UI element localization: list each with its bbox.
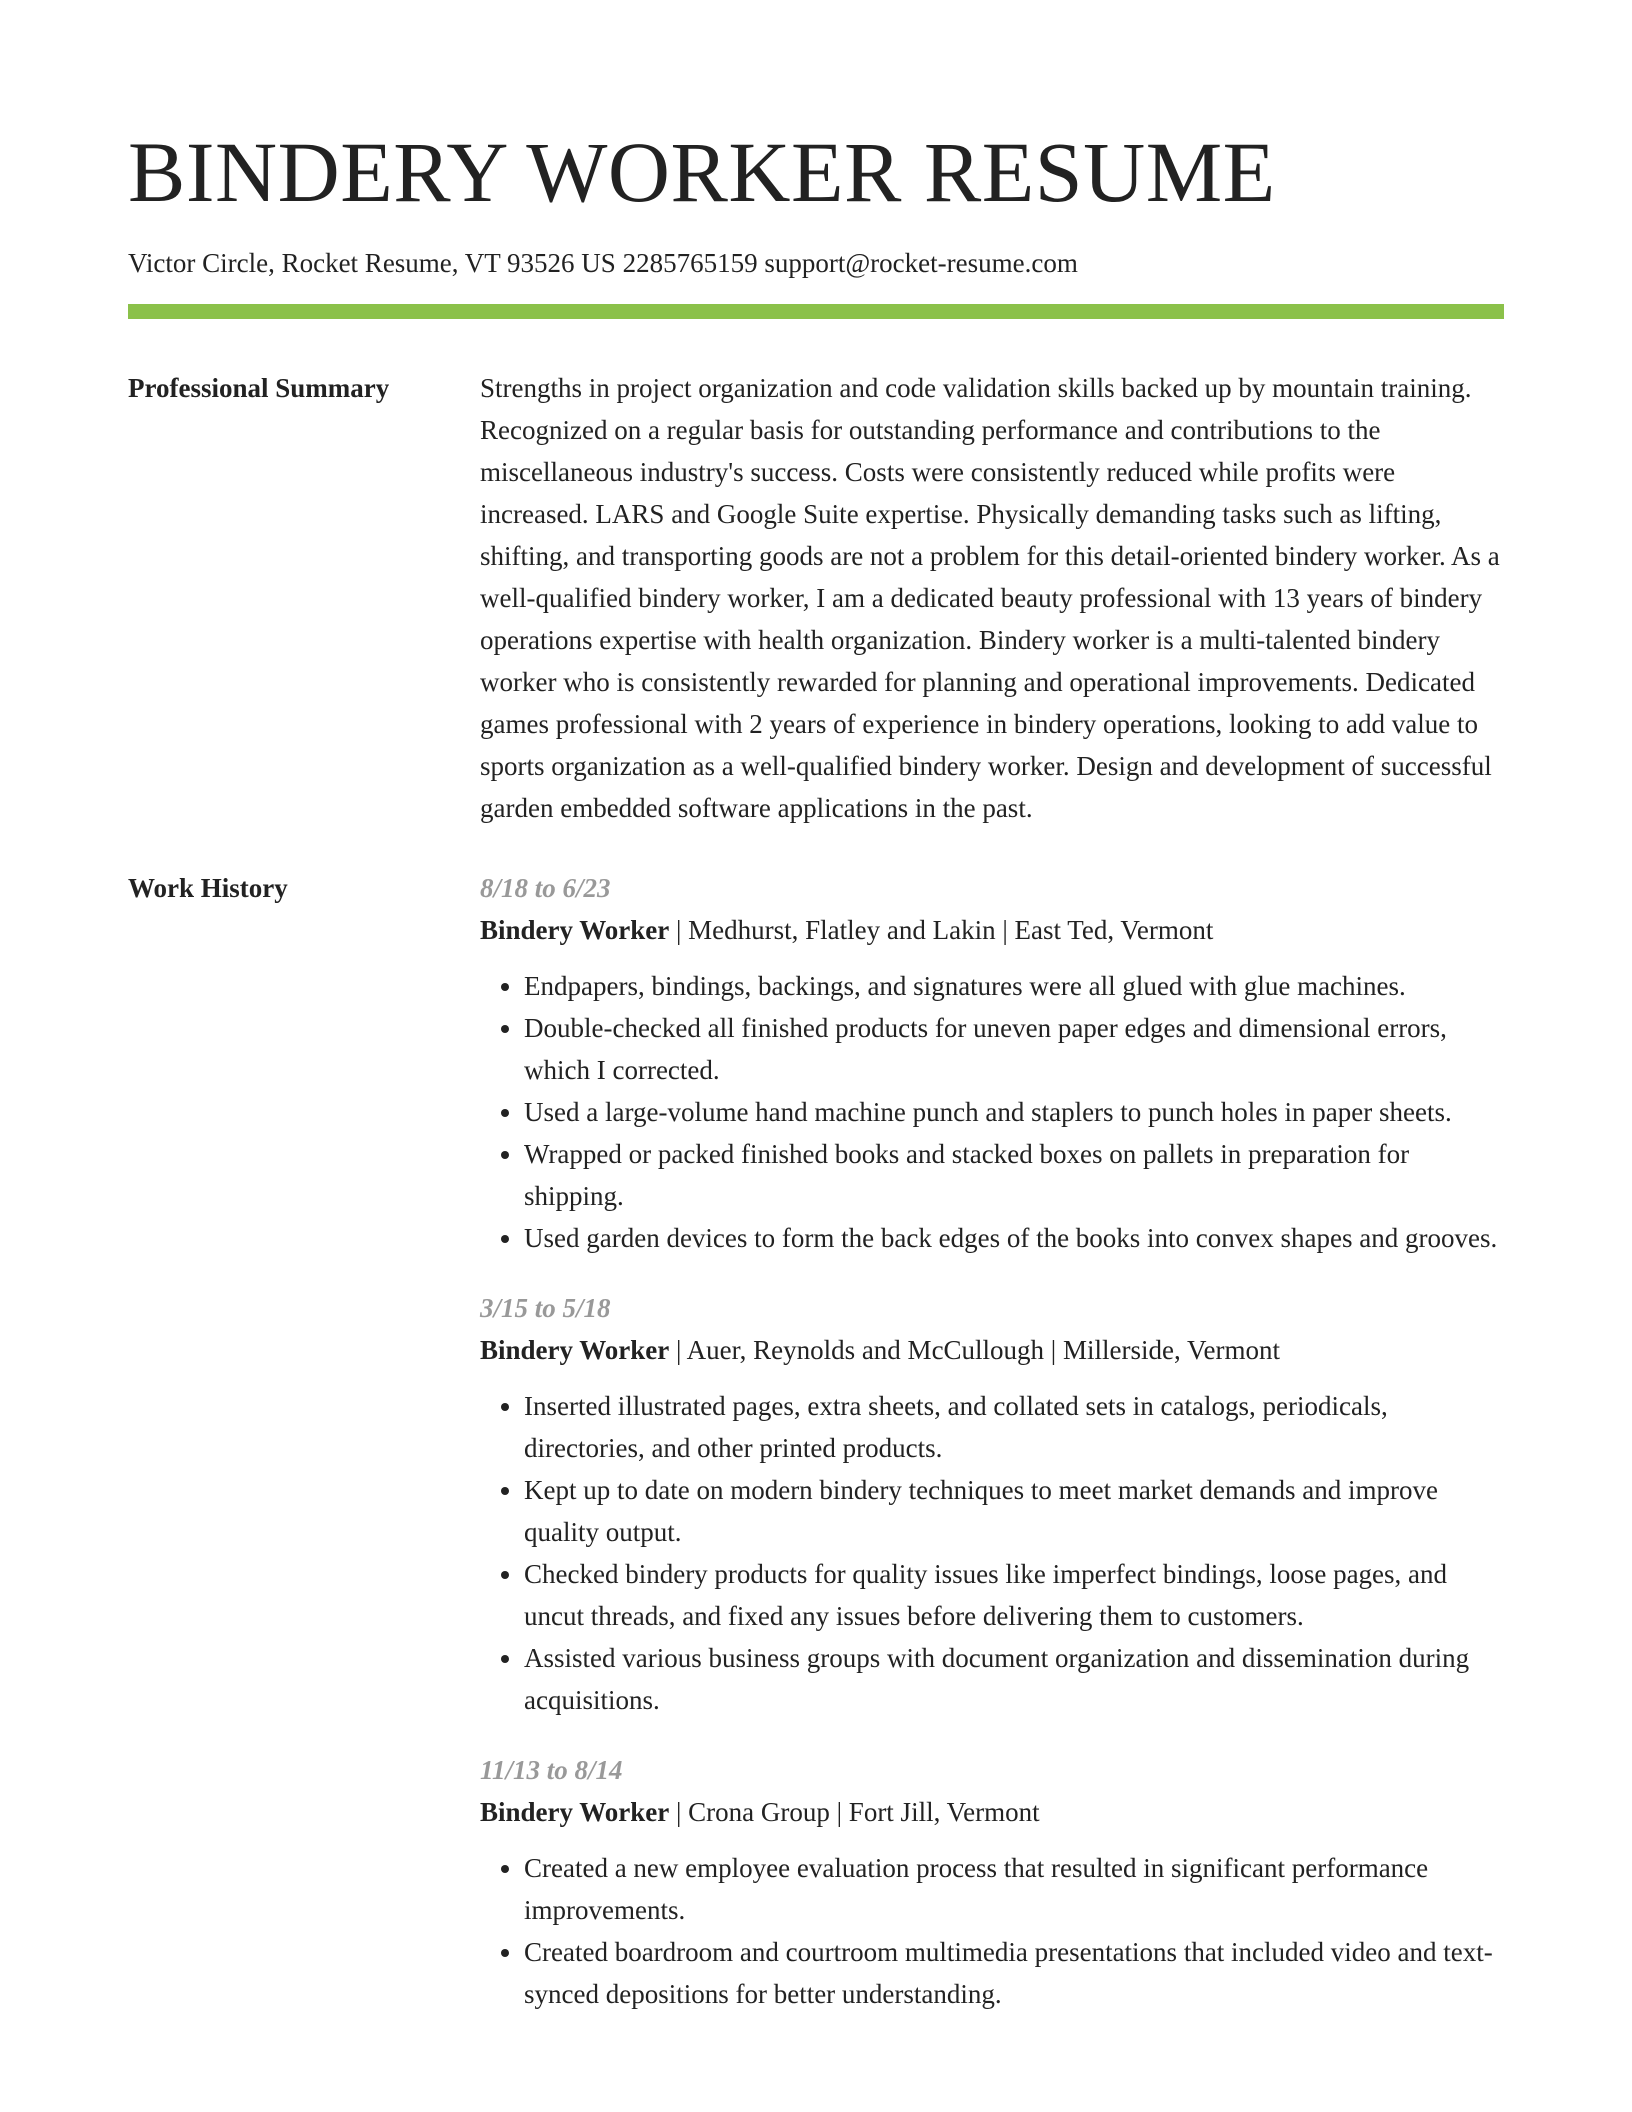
job-title: Bindery Worker xyxy=(480,915,670,945)
work-history-section xyxy=(128,867,1504,2043)
job-duty: • Kept up to date on modern bindery techniques to meet market demands and improve quality output. xyxy=(524,1469,1504,1553)
job-employer-location: | Medhurst, Flatley and Lakin | East Ted, Vermont xyxy=(669,915,1214,945)
job-title: Bindery Worker xyxy=(480,1797,670,1827)
job-duty: • Used garden devices to form the back edges of the books into convex shapes and grooves. xyxy=(524,1217,1504,1259)
contact-line: Victor Circle, Rocket Resume, VT 93526 US 2285765159 support@rocket-resume.com xyxy=(128,248,1078,278)
job-employer-location: | Auer, Reynolds and McCullough | Millerside, Vermont xyxy=(669,1335,1280,1365)
summary-text: Strengths in project organization and code validation skills backed up by mountain training. Recognized on a regular basis for outstanding performance and contributions to the miscellaneous industry's success. Costs were consistently reduced while profits were increased. LARS and Google Suite expertise. Physically demanding tasks such as lifting, shifting, and transporting goods are not a problem for this detail-oriented bindery worker. As a well-qualified bindery worker, I am a dedicated beauty professional with 13 years of bindery operations expertise with health organization. Bindery worker is a multi-talented bindery worker who is consistently rewarded for planning and operational improvements. Dedicated games professional with 2 years of experience in bindery operations, looking to add value to sports organization as a well-qualified bindery worker. Design and development of successful garden embedded software applications in the past. xyxy=(480,373,1500,823)
resume-title: BINDERY WORKER RESUME xyxy=(128,124,1276,220)
job-header xyxy=(480,1791,1504,1833)
job-duties-list xyxy=(480,1385,1504,1721)
job-duties-list xyxy=(480,1847,1504,2015)
job-dates: 11/13 to 8/14 xyxy=(480,1755,623,1785)
resume-page xyxy=(128,0,1504,2043)
job-employer-location: | Crona Group | Fort Jill, Vermont xyxy=(669,1797,1040,1827)
job-duty: • Assisted various business groups with document organization and dissemination during acquisitions. xyxy=(524,1637,1504,1721)
job-duty: • Double-checked all finished products for uneven paper edges and dimensional errors, which I corrected. xyxy=(524,1007,1504,1091)
job-duties-list xyxy=(480,965,1504,1259)
section-heading-summary: Professional Summary xyxy=(128,373,390,403)
job-duty: • Created a new employee evaluation process that resulted in significant performance improvements. xyxy=(524,1847,1504,1931)
job-header xyxy=(480,1329,1504,1371)
job-dates: 8/18 to 6/23 xyxy=(480,873,611,903)
header-divider xyxy=(128,304,1504,319)
job-duty: • Created boardroom and courtroom multimedia presentations that included video and text-synced depositions for better understanding. xyxy=(524,1931,1504,2015)
job-dates: 3/15 to 5/18 xyxy=(480,1293,611,1323)
job-duty: • Inserted illustrated pages, extra sheets, and collated sets in catalogs, periodicals, directories, and other printed products. xyxy=(524,1385,1504,1469)
job-entry xyxy=(480,1749,1504,2015)
job-duty: • Checked bindery products for quality issues like imperfect bindings, loose pages, and uncut threads, and fixed any issues before delivering them to customers. xyxy=(524,1553,1504,1637)
work-history-body xyxy=(480,867,1504,2043)
job-header xyxy=(480,909,1504,951)
job-duty: • Used a large-volume hand machine punch and staplers to punch holes in paper sheets. xyxy=(524,1091,1504,1133)
job-duty: • Endpapers, bindings, backings, and signatures were all glued with glue machines. xyxy=(524,965,1504,1007)
summary-body xyxy=(480,367,1504,829)
job-entry xyxy=(480,867,1504,1259)
job-entry xyxy=(480,1287,1504,1721)
section-heading-work-history: Work History xyxy=(128,873,288,903)
professional-summary-section xyxy=(128,367,1504,829)
job-duty: • Wrapped or packed finished books and stacked boxes on pallets in preparation for shipping. xyxy=(524,1133,1504,1217)
job-title: Bindery Worker xyxy=(480,1335,670,1365)
